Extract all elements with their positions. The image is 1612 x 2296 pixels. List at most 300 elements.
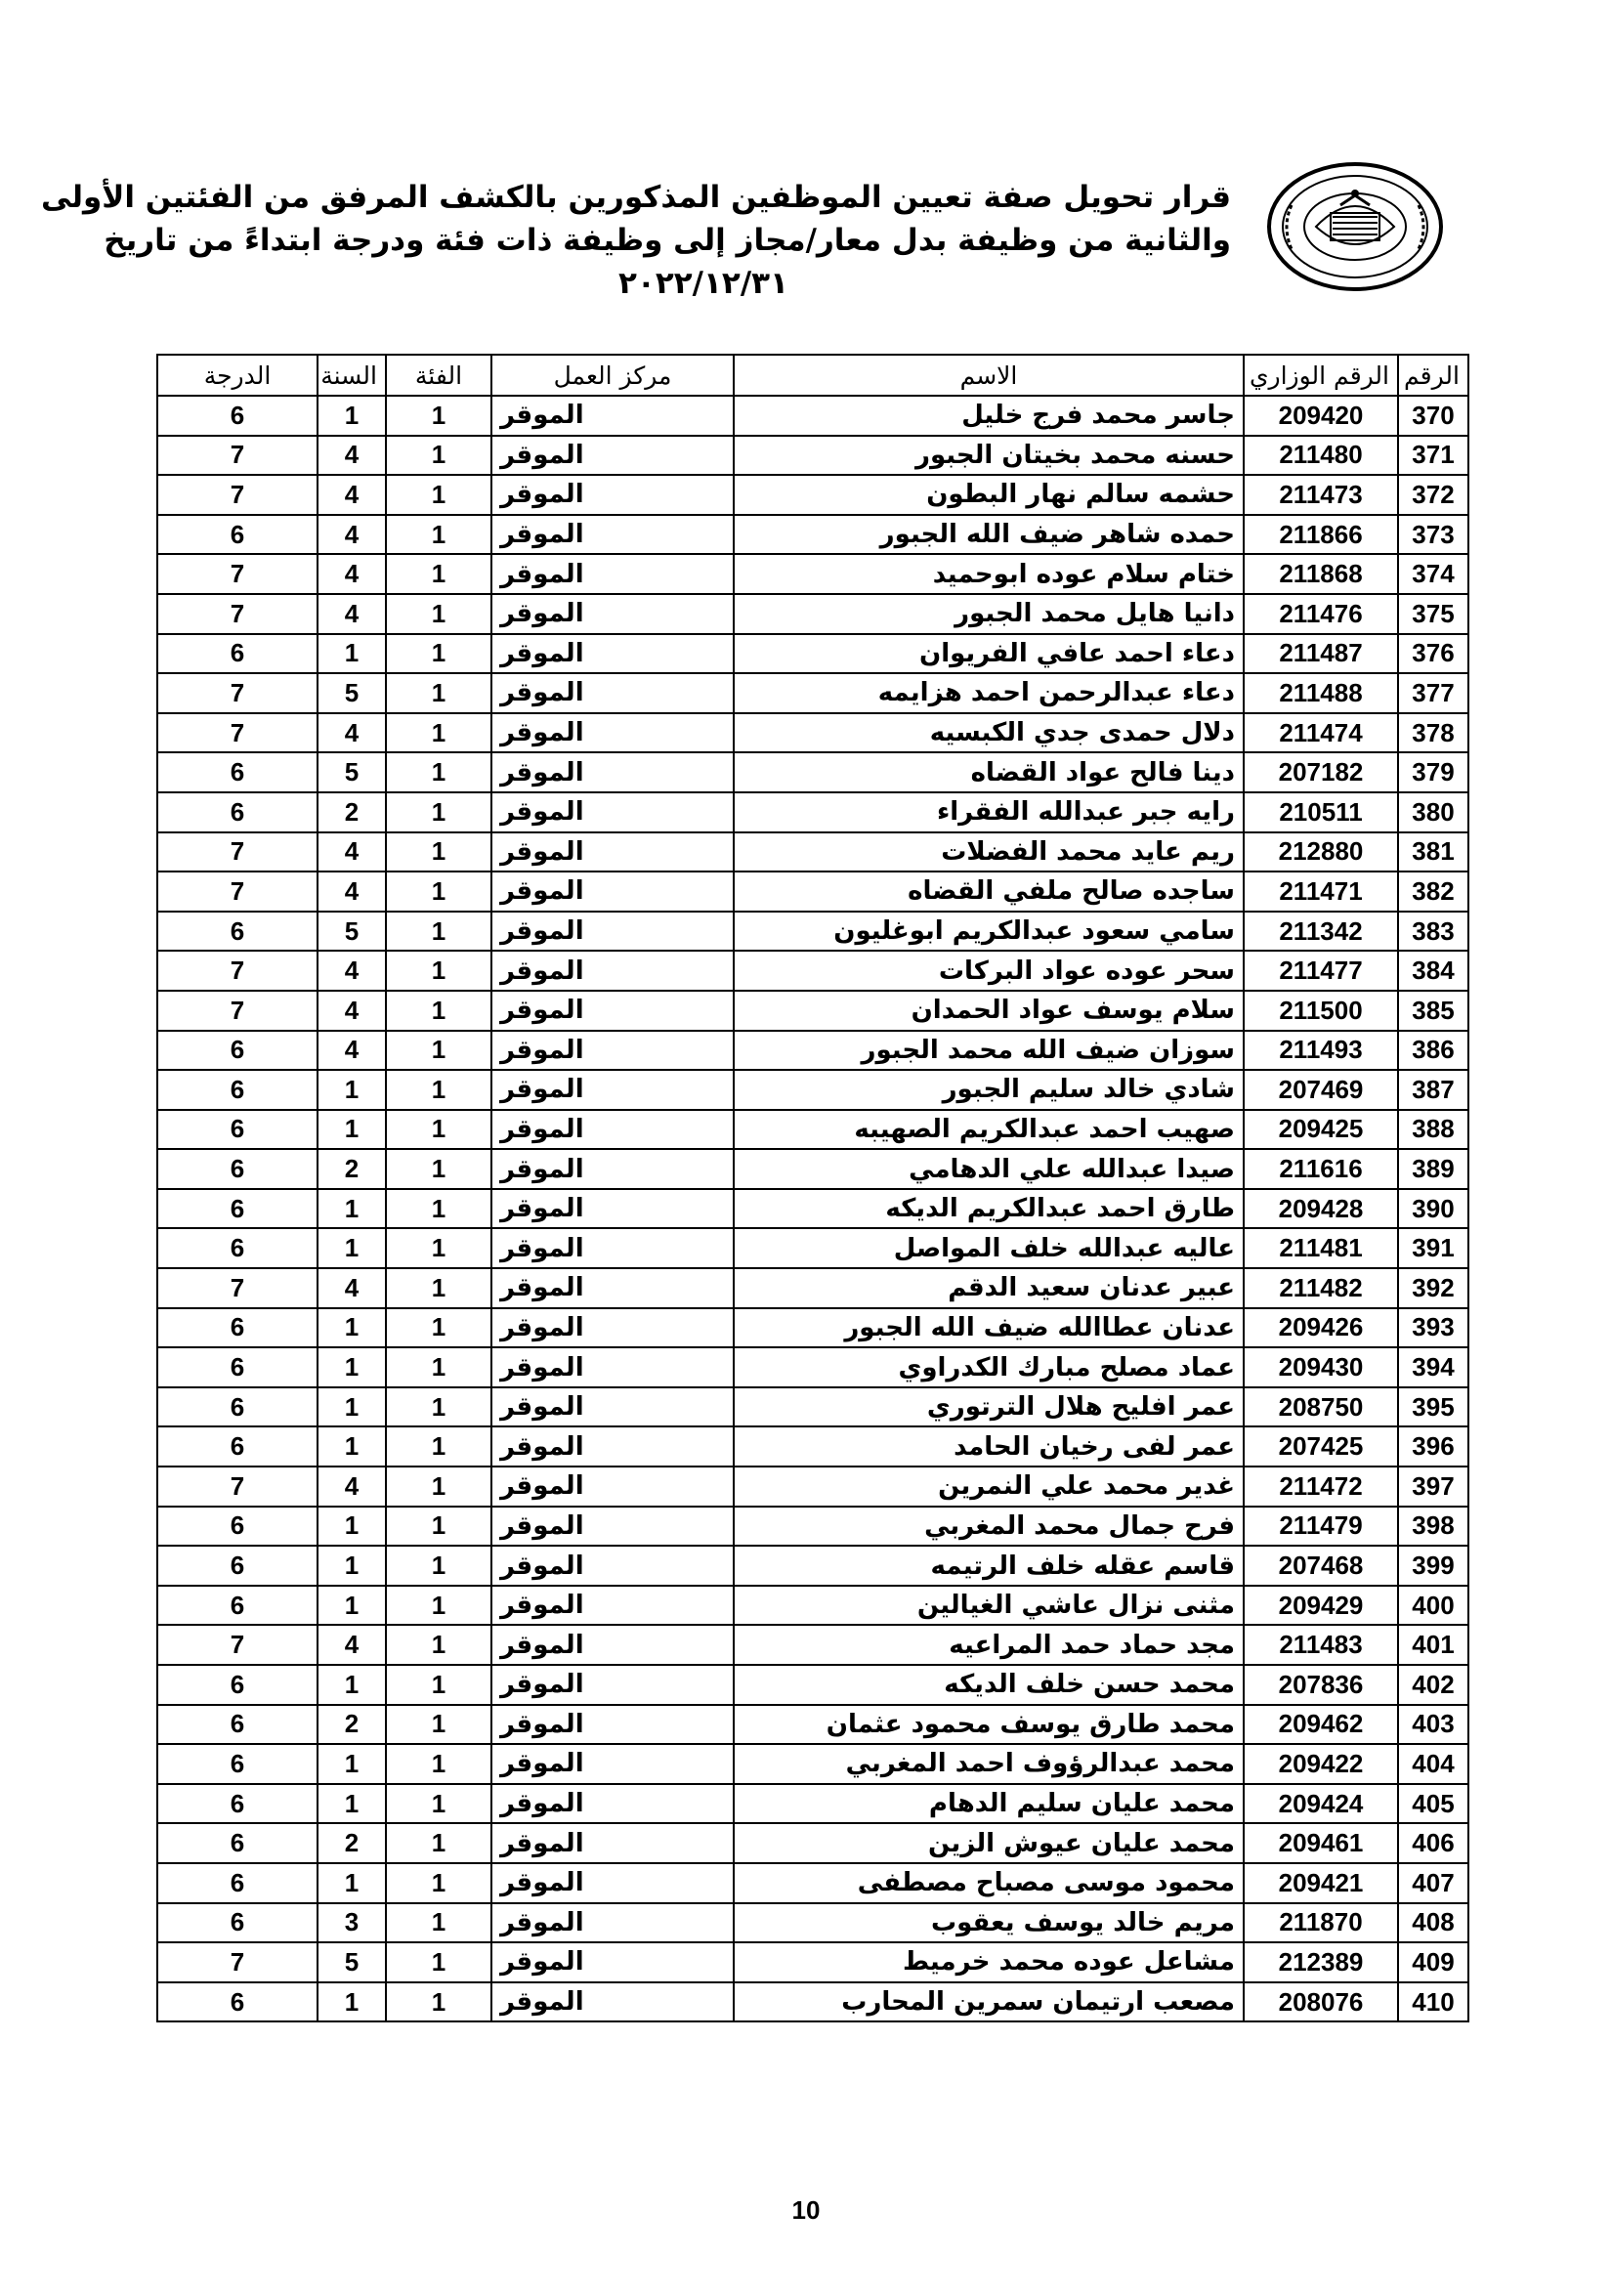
year-cell: 4 <box>318 436 386 476</box>
work-center-cell: الموقر <box>491 1308 734 1348</box>
table-row <box>157 1426 1468 1467</box>
column-header-number: الرقم <box>1398 355 1468 396</box>
table-row <box>157 475 1468 515</box>
table-row <box>157 396 1468 436</box>
employee-name-cell: صهيب احمد عبدالكريم الصهيبه <box>734 1110 1244 1150</box>
row-number-cell: 410 <box>1398 1982 1468 2022</box>
employee-name-cell: مثنى نزال عاشي الغيالين <box>734 1586 1244 1626</box>
ministry-id-cell: 211480 <box>1244 436 1398 476</box>
category-cell: 1 <box>386 792 491 832</box>
ministry-id-cell: 209461 <box>1244 1823 1398 1863</box>
table-row <box>157 872 1468 912</box>
employee-name-cell: عمر افليح هلال الترتوري <box>734 1387 1244 1427</box>
work-center-cell: الموقر <box>491 1863 734 1903</box>
column-header-grade: الدرجة <box>157 355 318 396</box>
year-cell: 1 <box>318 1546 386 1586</box>
row-number-cell: 407 <box>1398 1863 1468 1903</box>
work-center-cell: الموقر <box>491 991 734 1031</box>
table-row <box>157 1347 1468 1387</box>
employee-name-cell: ريم عايد محمد الفضلات <box>734 832 1244 872</box>
year-cell: 4 <box>318 1268 386 1308</box>
grade-cell: 6 <box>157 1031 318 1071</box>
employee-name-cell: سحر عوده عواد البركات <box>734 951 1244 991</box>
ministry-id-cell: 209462 <box>1244 1705 1398 1745</box>
work-center-cell: الموقر <box>491 1387 734 1427</box>
ministry-id-cell: 209425 <box>1244 1110 1398 1150</box>
year-cell: 4 <box>318 832 386 872</box>
ministry-id-cell: 209421 <box>1244 1863 1398 1903</box>
ministry-id-cell: 211479 <box>1244 1507 1398 1547</box>
ministry-id-cell: 211471 <box>1244 872 1398 912</box>
table-row <box>157 1903 1468 1943</box>
work-center-cell: الموقر <box>491 1546 734 1586</box>
ministry-id-cell: 211482 <box>1244 1268 1398 1308</box>
work-center-cell: الموقر <box>491 752 734 792</box>
year-cell: 1 <box>318 1586 386 1626</box>
table-row <box>157 832 1468 872</box>
category-cell: 1 <box>386 1228 491 1268</box>
ministry-id-cell: 209422 <box>1244 1744 1398 1784</box>
year-cell: 1 <box>318 1426 386 1467</box>
ministry-id-cell: 209420 <box>1244 396 1398 436</box>
table-row <box>157 1387 1468 1427</box>
ministry-id-cell: 212389 <box>1244 1942 1398 1982</box>
work-center-cell: الموقر <box>491 1784 734 1824</box>
category-cell: 1 <box>386 1031 491 1071</box>
table-row <box>157 594 1468 634</box>
employee-name-cell: مجد حماد حمد المراعيه <box>734 1625 1244 1665</box>
category-cell: 1 <box>386 673 491 713</box>
grade-cell: 6 <box>157 912 318 952</box>
year-cell: 1 <box>318 1982 386 2022</box>
row-number-cell: 391 <box>1398 1228 1468 1268</box>
year-cell: 1 <box>318 1665 386 1705</box>
year-cell: 4 <box>318 713 386 753</box>
year-cell: 4 <box>318 1031 386 1071</box>
ministry-id-cell: 209424 <box>1244 1784 1398 1824</box>
grade-cell: 6 <box>157 752 318 792</box>
category-cell: 1 <box>386 991 491 1031</box>
employee-name-cell: دلال حمدى جدي الكبسيه <box>734 713 1244 753</box>
row-number-cell: 370 <box>1398 396 1468 436</box>
row-number-cell: 380 <box>1398 792 1468 832</box>
ministry-id-cell: 211481 <box>1244 1228 1398 1268</box>
table-row <box>157 1982 1468 2022</box>
employee-name-cell: شادي خالد سليم الجبور <box>734 1070 1244 1110</box>
employee-name-cell: صيدا عبدالله علي الدهامي <box>734 1149 1244 1189</box>
ministry-id-cell: 211472 <box>1244 1467 1398 1507</box>
category-cell: 1 <box>386 1705 491 1745</box>
ministry-id-cell: 211487 <box>1244 634 1398 674</box>
category-cell: 1 <box>386 1308 491 1348</box>
row-number-cell: 402 <box>1398 1665 1468 1705</box>
work-center-cell: الموقر <box>491 594 734 634</box>
grade-cell: 6 <box>157 792 318 832</box>
table-body <box>157 396 1468 2021</box>
table-row <box>157 515 1468 555</box>
column-header-year: السنة <box>318 355 386 396</box>
table-row <box>157 554 1468 594</box>
year-cell: 5 <box>318 752 386 792</box>
row-number-cell: 400 <box>1398 1586 1468 1626</box>
ministry-id-cell: 211493 <box>1244 1031 1398 1071</box>
row-number-cell: 409 <box>1398 1942 1468 1982</box>
work-center-cell: الموقر <box>491 1942 734 1982</box>
category-cell: 1 <box>386 594 491 634</box>
document-header <box>41 176 1231 305</box>
employee-name-cell: سامي سعود عبدالكريم ابوغليون <box>734 912 1244 952</box>
employee-name-cell: عبير عدنان سعيد الدقم <box>734 1268 1244 1308</box>
table-row <box>157 1942 1468 1982</box>
category-cell: 1 <box>386 1426 491 1467</box>
table-row <box>157 1784 1468 1824</box>
work-center-cell: الموقر <box>491 1149 734 1189</box>
ministry-id-cell: 210511 <box>1244 792 1398 832</box>
year-cell: 4 <box>318 475 386 515</box>
grade-cell: 6 <box>157 1665 318 1705</box>
category-cell: 1 <box>386 634 491 674</box>
category-cell: 1 <box>386 832 491 872</box>
ministry-id-cell: 207469 <box>1244 1070 1398 1110</box>
row-number-cell: 403 <box>1398 1705 1468 1745</box>
column-header-category: الفئة <box>386 355 491 396</box>
category-cell: 1 <box>386 554 491 594</box>
employee-name-cell: مشاعل عوده محمد خرميط <box>734 1942 1244 1982</box>
table-row <box>157 1546 1468 1586</box>
category-cell: 1 <box>386 1586 491 1626</box>
row-number-cell: 404 <box>1398 1744 1468 1784</box>
ministry-id-cell: 211483 <box>1244 1625 1398 1665</box>
category-cell: 1 <box>386 1784 491 1824</box>
employee-name-cell: سوزان ضيف الله محمد الجبور <box>734 1031 1244 1071</box>
category-cell: 1 <box>386 912 491 952</box>
category-cell: 1 <box>386 1347 491 1387</box>
grade-cell: 6 <box>157 1110 318 1150</box>
table-row <box>157 1070 1468 1110</box>
ministry-id-cell: 207468 <box>1244 1546 1398 1586</box>
ministry-id-cell: 208750 <box>1244 1387 1398 1427</box>
work-center-cell: الموقر <box>491 1189 734 1229</box>
employee-name-cell: رايه جبر عبدالله الفقراء <box>734 792 1244 832</box>
table-row <box>157 1665 1468 1705</box>
year-cell: 4 <box>318 991 386 1031</box>
grade-cell: 7 <box>157 673 318 713</box>
table-row <box>157 1625 1468 1665</box>
table-row <box>157 673 1468 713</box>
year-cell: 1 <box>318 1784 386 1824</box>
category-cell: 1 <box>386 515 491 555</box>
grade-cell: 7 <box>157 475 318 515</box>
work-center-cell: الموقر <box>491 1982 734 2022</box>
year-cell: 1 <box>318 1308 386 1348</box>
row-number-cell: 392 <box>1398 1268 1468 1308</box>
category-cell: 1 <box>386 1863 491 1903</box>
grade-cell: 7 <box>157 594 318 634</box>
work-center-cell: الموقر <box>491 1031 734 1071</box>
work-center-cell: الموقر <box>491 1744 734 1784</box>
employee-name-cell: محمد عليان سليم الدهام <box>734 1784 1244 1824</box>
category-cell: 1 <box>386 1507 491 1547</box>
grade-cell: 6 <box>157 1863 318 1903</box>
category-cell: 1 <box>386 1665 491 1705</box>
row-number-cell: 386 <box>1398 1031 1468 1071</box>
work-center-cell: الموقر <box>491 1586 734 1626</box>
work-center-cell: الموقر <box>491 1705 734 1745</box>
year-cell: 4 <box>318 1625 386 1665</box>
ministry-id-cell: 211500 <box>1244 991 1398 1031</box>
year-cell: 2 <box>318 1823 386 1863</box>
row-number-cell: 371 <box>1398 436 1468 476</box>
table-row <box>157 1823 1468 1863</box>
work-center-cell: الموقر <box>491 1625 734 1665</box>
grade-cell: 6 <box>157 1228 318 1268</box>
row-number-cell: 395 <box>1398 1387 1468 1427</box>
employee-name-cell: مصعب ارتيمان سمرين المحارب <box>734 1982 1244 2022</box>
year-cell: 4 <box>318 554 386 594</box>
year-cell: 1 <box>318 1863 386 1903</box>
row-number-cell: 373 <box>1398 515 1468 555</box>
grade-cell: 7 <box>157 554 318 594</box>
category-cell: 1 <box>386 1189 491 1229</box>
category-cell: 1 <box>386 1823 491 1863</box>
ministry-id-cell: 211868 <box>1244 554 1398 594</box>
ministry-id-cell: 211616 <box>1244 1149 1398 1189</box>
work-center-cell: الموقر <box>491 475 734 515</box>
work-center-cell: الموقر <box>491 872 734 912</box>
category-cell: 1 <box>386 1149 491 1189</box>
table-row <box>157 1507 1468 1547</box>
grade-cell: 6 <box>157 1744 318 1784</box>
year-cell: 4 <box>318 951 386 991</box>
category-cell: 1 <box>386 872 491 912</box>
grade-cell: 6 <box>157 1507 318 1547</box>
ministry-id-cell: 211342 <box>1244 912 1398 952</box>
category-cell: 1 <box>386 1387 491 1427</box>
row-number-cell: 396 <box>1398 1426 1468 1467</box>
grade-cell: 7 <box>157 951 318 991</box>
grade-cell: 6 <box>157 1546 318 1586</box>
page-number: 10 <box>791 2195 821 2225</box>
row-number-cell: 387 <box>1398 1070 1468 1110</box>
table-header-row <box>157 355 1468 396</box>
employee-name-cell: مريم خالد يوسف يعقوب <box>734 1903 1244 1943</box>
employee-name-cell: سلام يوسف عواد الحمدان <box>734 991 1244 1031</box>
ministry-id-cell: 209429 <box>1244 1586 1398 1626</box>
column-header-name: الاسم <box>734 355 1244 396</box>
row-number-cell: 382 <box>1398 872 1468 912</box>
row-number-cell: 397 <box>1398 1467 1468 1507</box>
work-center-cell: الموقر <box>491 1507 734 1547</box>
year-cell: 3 <box>318 1903 386 1943</box>
column-header-ministry-id: الرقم الوزاري <box>1244 355 1398 396</box>
employee-name-cell: جاسر محمد فرج خليل <box>734 396 1244 436</box>
employee-name-cell: دانيا هايل محمد الجبور <box>734 594 1244 634</box>
ministry-id-cell: 211870 <box>1244 1903 1398 1943</box>
work-center-cell: الموقر <box>491 912 734 952</box>
work-center-cell: الموقر <box>491 554 734 594</box>
work-center-cell: الموقر <box>491 1347 734 1387</box>
category-cell: 1 <box>386 475 491 515</box>
header-line-1: قرار تحويل صفة تعيين الموظفين المذكورين بالكشف المرفق من الفئتين الأولى <box>41 180 1231 215</box>
year-cell: 1 <box>318 1507 386 1547</box>
row-number-cell: 385 <box>1398 991 1468 1031</box>
grade-cell: 6 <box>157 1347 318 1387</box>
year-cell: 1 <box>318 396 386 436</box>
ministry-id-cell: 209426 <box>1244 1308 1398 1348</box>
work-center-cell: الموقر <box>491 436 734 476</box>
ministry-id-cell: 211473 <box>1244 475 1398 515</box>
table-row <box>157 912 1468 952</box>
category-cell: 1 <box>386 951 491 991</box>
work-center-cell: الموقر <box>491 1903 734 1943</box>
year-cell: 4 <box>318 594 386 634</box>
employee-name-cell: دعاء عبدالرحمن احمد هزايمه <box>734 673 1244 713</box>
category-cell: 1 <box>386 713 491 753</box>
work-center-cell: الموقر <box>491 1268 734 1308</box>
year-cell: 1 <box>318 1189 386 1229</box>
grade-cell: 6 <box>157 1426 318 1467</box>
row-number-cell: 399 <box>1398 1546 1468 1586</box>
year-cell: 1 <box>318 634 386 674</box>
table-row <box>157 951 1468 991</box>
row-number-cell: 393 <box>1398 1308 1468 1348</box>
grade-cell: 7 <box>157 991 318 1031</box>
year-cell: 2 <box>318 792 386 832</box>
table-row <box>157 1705 1468 1745</box>
category-cell: 1 <box>386 1982 491 2022</box>
header-line-2: والثانية من وظيفة بدل معار/مجاز إلى وظيفة ذات فئة ودرجة ابتداءً من تاريخ <box>104 223 1231 258</box>
employee-name-cell: دعاء احمد عافي الفريوان <box>734 634 1244 674</box>
category-cell: 1 <box>386 1110 491 1150</box>
year-cell: 2 <box>318 1149 386 1189</box>
year-cell: 4 <box>318 515 386 555</box>
employee-name-cell: عماد مصلح مبارك الكدراوي <box>734 1347 1244 1387</box>
table-row <box>157 1863 1468 1903</box>
employee-name-cell: حمده شاهر ضيف الله الجبور <box>734 515 1244 555</box>
grade-cell: 6 <box>157 1586 318 1626</box>
ministry-id-cell: 211477 <box>1244 951 1398 991</box>
grade-cell: 6 <box>157 1308 318 1348</box>
work-center-cell: الموقر <box>491 396 734 436</box>
ministry-id-cell: 211488 <box>1244 673 1398 713</box>
employee-name-cell: قاسم عقله خلف الرتيمه <box>734 1546 1244 1586</box>
table-row <box>157 1228 1468 1268</box>
employee-name-cell: طارق احمد عبدالكريم الديكه <box>734 1189 1244 1229</box>
category-cell: 1 <box>386 1625 491 1665</box>
employee-name-cell: حشمه سالم نهار البطون <box>734 475 1244 515</box>
row-number-cell: 394 <box>1398 1347 1468 1387</box>
ministry-id-cell: 211476 <box>1244 594 1398 634</box>
category-cell: 1 <box>386 1903 491 1943</box>
ministry-id-cell: 207425 <box>1244 1426 1398 1467</box>
ministry-id-cell: 209428 <box>1244 1189 1398 1229</box>
table-row <box>157 634 1468 674</box>
table-row <box>157 792 1468 832</box>
row-number-cell: 401 <box>1398 1625 1468 1665</box>
row-number-cell: 381 <box>1398 832 1468 872</box>
grade-cell: 6 <box>157 1149 318 1189</box>
row-number-cell: 406 <box>1398 1823 1468 1863</box>
grade-cell: 7 <box>157 436 318 476</box>
employee-name-cell: عدنان عطاالله ضيف الله الجبور <box>734 1308 1244 1348</box>
row-number-cell: 389 <box>1398 1149 1468 1189</box>
year-cell: 5 <box>318 673 386 713</box>
row-number-cell: 408 <box>1398 1903 1468 1943</box>
year-cell: 5 <box>318 912 386 952</box>
row-number-cell: 405 <box>1398 1784 1468 1824</box>
row-number-cell: 383 <box>1398 912 1468 952</box>
grade-cell: 6 <box>157 1189 318 1229</box>
grade-cell: 6 <box>157 1823 318 1863</box>
year-cell: 5 <box>318 1942 386 1982</box>
table-row <box>157 1110 1468 1150</box>
grade-cell: 7 <box>157 1268 318 1308</box>
grade-cell: 6 <box>157 1705 318 1745</box>
work-center-cell: الموقر <box>491 832 734 872</box>
grade-cell: 6 <box>157 1070 318 1110</box>
category-cell: 1 <box>386 1942 491 1982</box>
row-number-cell: 376 <box>1398 634 1468 674</box>
row-number-cell: 377 <box>1398 673 1468 713</box>
grade-cell: 7 <box>157 1625 318 1665</box>
employee-name-cell: محمد عليان عيوش الزين <box>734 1823 1244 1863</box>
work-center-cell: الموقر <box>491 1426 734 1467</box>
row-number-cell: 374 <box>1398 554 1468 594</box>
row-number-cell: 388 <box>1398 1110 1468 1150</box>
work-center-cell: الموقر <box>491 792 734 832</box>
row-number-cell: 384 <box>1398 951 1468 991</box>
grade-cell: 7 <box>157 1467 318 1507</box>
grade-cell: 6 <box>157 396 318 436</box>
category-cell: 1 <box>386 1268 491 1308</box>
row-number-cell: 379 <box>1398 752 1468 792</box>
year-cell: 1 <box>318 1228 386 1268</box>
employee-name-cell: محمود موسى مصباح مصطفى <box>734 1863 1244 1903</box>
table-row <box>157 1189 1468 1229</box>
employee-name-cell: فرح جمال محمد المغربي <box>734 1507 1244 1547</box>
employee-name-cell: محمد طارق يوسف محمود عثمان <box>734 1705 1244 1745</box>
table-row <box>157 713 1468 753</box>
ministry-id-cell: 209430 <box>1244 1347 1398 1387</box>
employee-name-cell: عمر لفى رخيان الحامد <box>734 1426 1244 1467</box>
row-number-cell: 372 <box>1398 475 1468 515</box>
ministry-id-cell: 207836 <box>1244 1665 1398 1705</box>
work-center-cell: الموقر <box>491 673 734 713</box>
category-cell: 1 <box>386 1467 491 1507</box>
ministry-id-cell: 211866 <box>1244 515 1398 555</box>
row-number-cell: 390 <box>1398 1189 1468 1229</box>
year-cell: 4 <box>318 872 386 912</box>
header-date: ٢٠٢٢/١٢/٣١ <box>617 266 788 301</box>
row-number-cell: 375 <box>1398 594 1468 634</box>
ministry-id-cell: 207182 <box>1244 752 1398 792</box>
category-cell: 1 <box>386 1744 491 1784</box>
employee-name-cell: ساجده صالح ملفي القضاه <box>734 872 1244 912</box>
category-cell: 1 <box>386 436 491 476</box>
category-cell: 1 <box>386 1546 491 1586</box>
employee-name-cell: غدير محمد علي النمرين <box>734 1467 1244 1507</box>
employee-name-cell: دينا فالح عواد القضاه <box>734 752 1244 792</box>
table-row <box>157 991 1468 1031</box>
work-center-cell: الموقر <box>491 1110 734 1150</box>
category-cell: 1 <box>386 752 491 792</box>
employee-name-cell: حسنه محمد بخيتان الجبور <box>734 436 1244 476</box>
table-row <box>157 752 1468 792</box>
table-row <box>157 1744 1468 1784</box>
work-center-cell: الموقر <box>491 1665 734 1705</box>
grade-cell: 6 <box>157 1784 318 1824</box>
year-cell: 1 <box>318 1387 386 1427</box>
